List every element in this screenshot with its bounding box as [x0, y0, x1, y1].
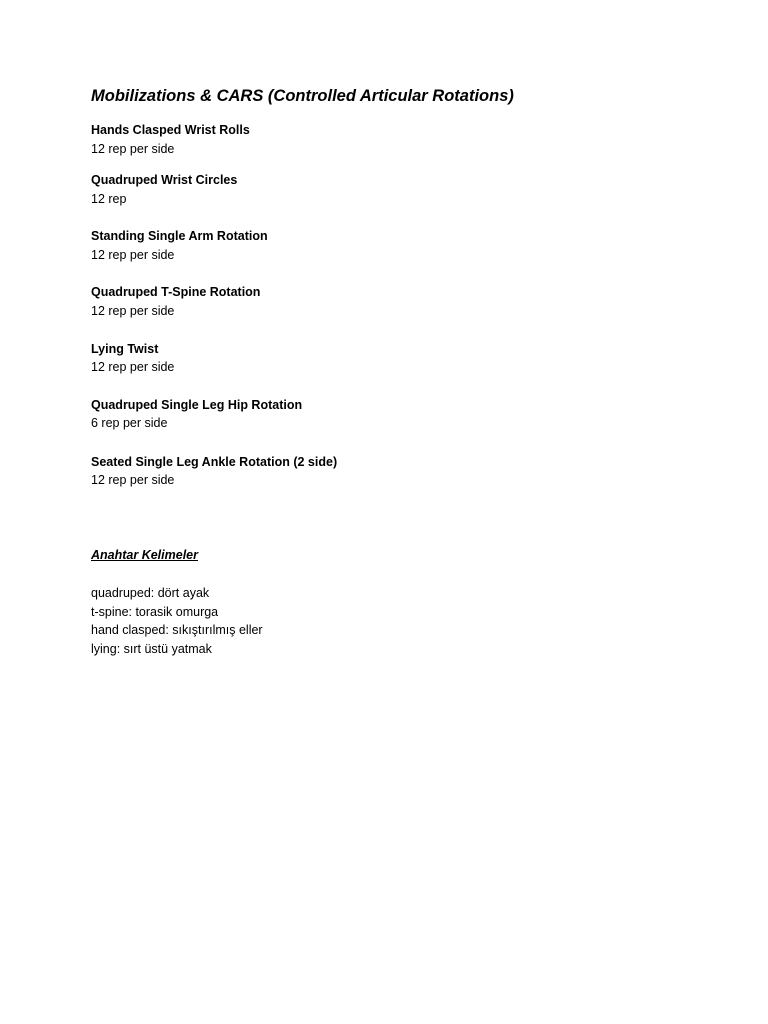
keyword-item: lying: sırt üstü yatmak: [91, 642, 212, 656]
exercise-reps: 6 rep per side: [91, 416, 168, 430]
exercise-reps: 12 rep: [91, 192, 127, 206]
keywords-heading: Anahtar Kelimeler: [91, 548, 198, 562]
exercise-name: Hands Clasped Wrist Rolls: [91, 123, 250, 137]
exercise-name: Quadruped Single Leg Hip Rotation: [91, 398, 303, 412]
keyword-item: t-spine: torasik omurga: [91, 605, 219, 619]
keyword-item: hand clasped: sıkıştırılmış eller: [91, 623, 263, 637]
exercise-name: Seated Single Leg Ankle Rotation (2 side): [91, 455, 338, 469]
exercise-name: Quadruped T-Spine Rotation: [91, 285, 261, 299]
exercise-reps: 12 rep per side: [91, 304, 175, 318]
document-title: Mobilizations & CARS (Controlled Articular Rotations): [91, 87, 514, 105]
exercise-reps: 12 rep per side: [91, 142, 175, 156]
exercise-reps: 12 rep per side: [91, 473, 175, 487]
exercise-name: Lying Twist: [91, 342, 159, 356]
exercise-reps: 12 rep per side: [91, 248, 175, 262]
keyword-item: quadruped: dört ayak: [91, 586, 210, 600]
exercise-name: Standing Single Arm Rotation: [91, 229, 268, 243]
exercise-name: Quadruped Wrist Circles: [91, 173, 238, 187]
exercise-reps: 12 rep per side: [91, 360, 175, 374]
